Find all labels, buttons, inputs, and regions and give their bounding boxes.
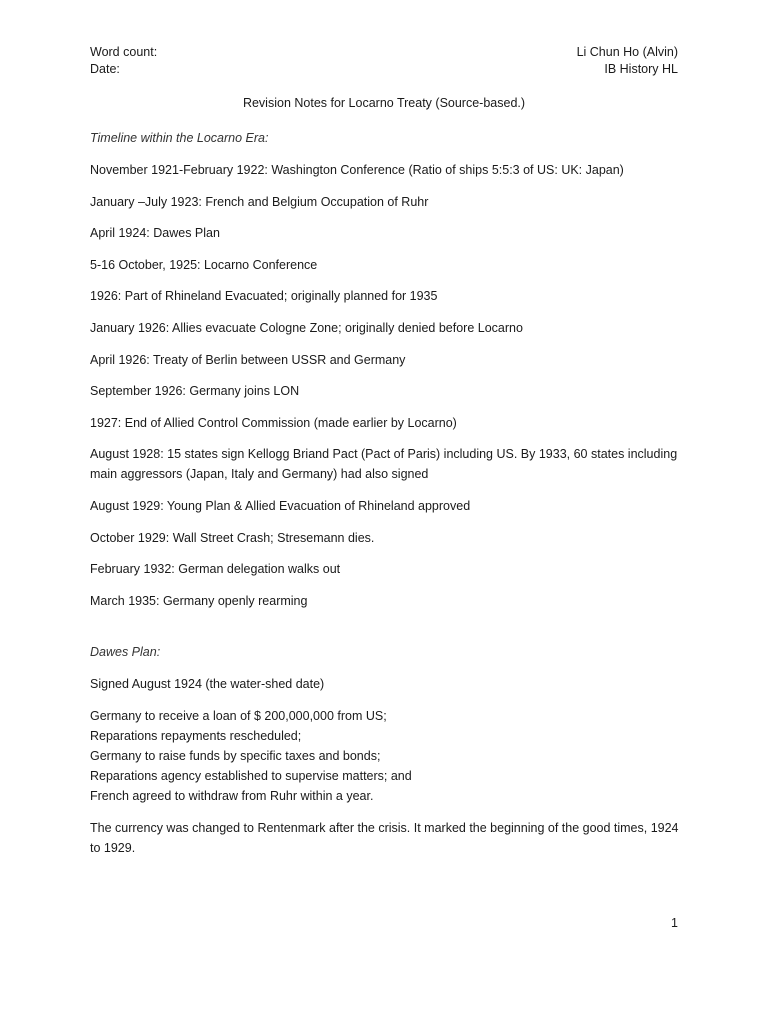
dawes-term: Germany to receive a loan of $ 200,000,000 from US; <box>90 708 387 723</box>
dawes-terms <box>90 706 690 806</box>
dawes-term: Germany to raise funds by specific taxes and bonds; <box>90 748 381 763</box>
dawes-term: French agreed to withdraw from Ruhr within a year. <box>90 788 374 803</box>
header-right <box>577 44 678 78</box>
timeline-entry: August 1929: Young Plan & Allied Evacuation of Rhineland approved <box>90 498 471 513</box>
page-number: 1 <box>671 916 678 930</box>
timeline-entry: January –July 1923: French and Belgium Occupation of Ruhr <box>90 194 429 209</box>
timeline-entry: October 1929: Wall Street Crash; Stresemann dies. <box>90 530 375 545</box>
timeline-entry: 1926: Part of Rhineland Evacuated; originally planned for 1935 <box>90 289 438 304</box>
timeline-entry: September 1926: Germany joins LON <box>90 384 300 399</box>
author-name: Li Chun Ho (Alvin) <box>576 45 678 59</box>
dawes-signed: Signed August 1924 (the water-shed date) <box>90 676 325 691</box>
course-name: IB History HL <box>604 62 678 76</box>
dawes-conclusion: The currency was changed to Rentenmark after the crisis. It marked the beginning of the good times, 1924 to 1929. <box>90 820 679 855</box>
header-left <box>90 44 157 78</box>
document-title: Revision Notes for Locarno Treaty (Source-based.) <box>242 96 526 110</box>
timeline-entry: January 1926: Allies evacuate Cologne Zone; originally denied before Locarno <box>90 320 523 335</box>
date-label: Date: <box>90 62 120 76</box>
timeline-entry: April 1926: Treaty of Berlin between USSR and Germany <box>90 352 406 367</box>
dawes-term: Reparations agency established to supervise matters; and <box>90 768 412 783</box>
dawes-term: Reparations repayments rescheduled; <box>90 728 302 743</box>
timeline-entry: March 1935: Germany openly rearming <box>90 593 308 608</box>
word-count-label: Word count: <box>90 45 158 59</box>
timeline-list <box>90 160 690 611</box>
timeline-entry: August 1928: 15 states sign Kellogg Briand Pact (Pact of Paris) including US. By 1933, 60 states including main aggressors (Japan, Italy and Germany) had also signed <box>90 447 678 482</box>
timeline-entry: 1927: End of Allied Control Commission (made earlier by Locarno) <box>90 415 457 430</box>
timeline-heading: Timeline within the Locarno Era: <box>90 131 269 145</box>
timeline-entry: February 1932: German delegation walks out <box>90 562 341 577</box>
timeline-entry: 5-16 October, 1925: Locarno Conference <box>90 257 318 272</box>
timeline-entry: April 1924: Dawes Plan <box>90 226 220 241</box>
document-body <box>90 128 690 858</box>
dawes-plan-heading: Dawes Plan: <box>90 644 161 659</box>
timeline-entry: November 1921-February 1922: Washington Conference (Ratio of ships 5:5:3 of US: UK: Japan) <box>90 163 624 177</box>
